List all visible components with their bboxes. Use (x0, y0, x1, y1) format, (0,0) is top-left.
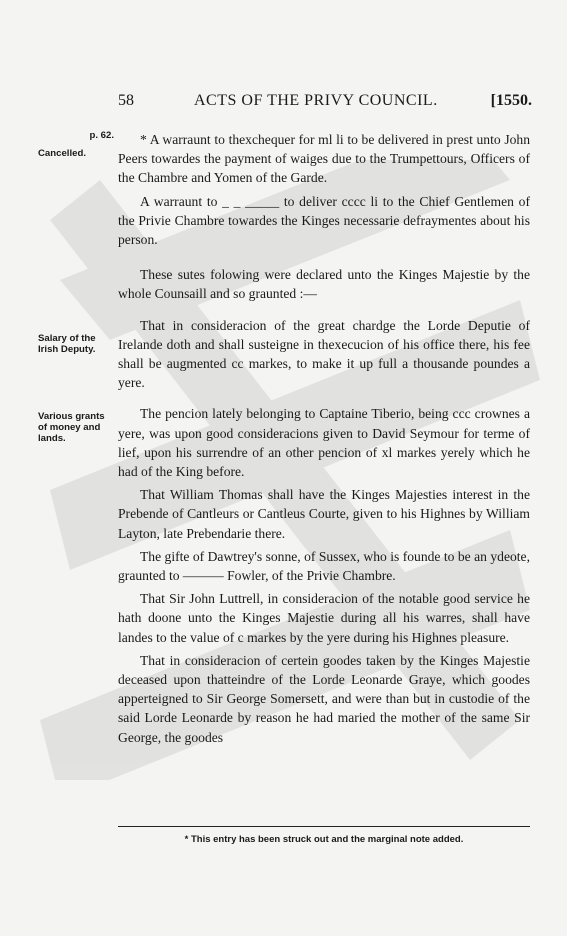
paragraph: That Sir John Luttrell, in consideracion of the notable good service he hath doone unto the Kinges Majestie during all his warres, shall have landes to the value of c markes by the yere during his Highnes pleasure. (118, 591, 530, 645)
margin-note-page-ref: p. 62. (89, 130, 114, 141)
paragraph: That in consideracion of the great chardge the Lorde Deputie of Irelande doth and shall susteigne in thexecucion of his office there, his fee shall be augmented cc markes, to make it up full a thousande poundes a yere. (118, 317, 530, 391)
paragraph: * A warraunt to thexchequer for ml li to be delivered in prest unto John Peers towardes the payment of waiges due to the Trumpettours, Officers of the Chambre and Yomen of the Garde. (118, 132, 530, 186)
year-marker: [1550. (490, 92, 532, 109)
paragraph: That William Thomas shall have the Kinges Majesties interest in the Prebende of Cantleurs or Cantleus Courte, given to his Highnes by William Layton, late Prebendarie there. (118, 487, 530, 541)
paragraph: The gifte of Dawtrey's sonne, of Sussex, who is founde to be an ydeote, graunted to ——— Fowler, of the Privie Chambre. (118, 548, 530, 584)
footnote-divider (118, 826, 530, 827)
paragraph: That in consideracion of certein goodes taken by the Kinges Majestie deceased upon thatteindre of the Lorde Leonarde Graye, which goodes apperteigned to Sir George Somersett, and were than but in custodie of the said Lorde Leonarde by reason he had maried the mother of the same Sir George, the goodes (118, 652, 530, 745)
margin-note-grants: Various grants of money and lands. (38, 411, 105, 444)
page-header (118, 92, 532, 118)
document-body (118, 130, 530, 747)
page-number: 58 (118, 92, 134, 109)
paragraph: The pencion lately belonging to Captaine Tiberio, being ccc crownes a yere, was upon good consideracions given to David Seymour for terme of lief, upon his surrendre of an other pencion of xl markes yerely which he had of the King before. (118, 406, 530, 480)
paragraph: A warraunt to _ _ _____ to deliver cccc li to the Chief Gentlemen of the Privie Chambre towardes the Kinges necessarie defraymentes about his person. (118, 193, 530, 248)
footnote: * This entry has been struck out and the marginal note added. (184, 834, 464, 845)
margin-note-cancelled: Cancelled. (38, 148, 86, 159)
paragraph: These sutes folowing were declared unto the Kinges Majestie by the whole Counsaill and so graunted :— (118, 267, 530, 302)
running-title: ACTS OF THE PRIVY COUNCIL. (194, 92, 438, 109)
margin-note-salary: Salary of the Irish Deputy. (38, 333, 96, 355)
